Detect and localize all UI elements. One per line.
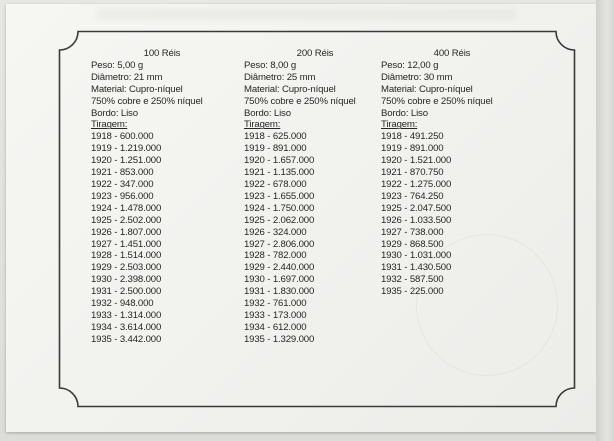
tiragem-row: 1931 - 1.830.000 (244, 286, 315, 298)
tiragem-row: 1920 - 1.657.000 (244, 155, 315, 167)
tiragem-row: 1918 - 600.000 (91, 131, 154, 143)
composicao-text: 750% cobre e 250% níquel (244, 95, 356, 107)
diametro-text: Diâmetro: 25 mm (244, 71, 316, 83)
tiragem-row: 1921 - 1.135.000 (244, 167, 315, 179)
tiragem-row: 1919 - 1.219.000 (91, 143, 162, 155)
column-200-reis (244, 48, 384, 346)
tiragem-row: 1935 - 1.329.000 (244, 333, 315, 345)
tiragem-label: Tiragem: (91, 119, 128, 131)
composicao-text: 750% cobre e 250% níquel (381, 95, 493, 107)
tiragem-row: 1928 - 782.000 (244, 250, 307, 262)
material-text: Material: Cupro-níquel (91, 83, 183, 95)
tiragem-row: 1923 - 1.655.000 (244, 190, 315, 202)
material-text: Material: Cupro-níquel (244, 83, 336, 95)
tiragem-row: 1934 - 3.614.000 (91, 321, 162, 333)
tiragem-row: 1918 - 491.250 (381, 131, 444, 143)
tiragem-row: 1918 - 625.000 (244, 131, 307, 143)
tiragem-row: 1927 - 738.000 (381, 226, 444, 238)
tiragem-row: 1935 - 3.442.000 (91, 333, 162, 345)
tiragem-row: 1919 - 891.000 (381, 143, 444, 155)
tiragem-row: 1932 - 761.000 (244, 298, 307, 310)
tiragem-row: 1932 - 587.500 (381, 274, 444, 286)
bordo-text: Bordo: Liso (244, 107, 291, 119)
tiragem-row: 1930 - 2.398.000 (91, 274, 162, 286)
diametro-text: Diâmetro: 21 mm (91, 71, 163, 83)
tiragem-row: 1929 - 868.500 (381, 238, 444, 250)
tiragem-row: 1923 - 956.000 (91, 190, 154, 202)
tiragem-row: 1924 - 1.478.000 (91, 202, 162, 214)
tiragem-row: 1930 - 1.031.000 (381, 250, 452, 262)
composicao-text: 750% cobre e 250% níquel (91, 95, 203, 107)
tiragem-row: 1921 - 870.750 (381, 167, 444, 179)
bordo-text: Bordo: Liso (381, 107, 428, 119)
tiragem-row: 1933 - 173.000 (244, 309, 307, 321)
tiragem-row: 1925 - 2.502.000 (91, 214, 162, 226)
info-card (6, 4, 596, 432)
tiragem-row: 1922 - 1.275.000 (381, 178, 452, 190)
tiragem-row: 1924 - 1.750.000 (244, 202, 315, 214)
peso-text: Peso: 5,00 g (91, 59, 144, 71)
material-text: Material: Cupro-níquel (381, 83, 473, 95)
tiragem-row: 1922 - 678.000 (244, 178, 307, 190)
tiragem-row: 1929 - 2.440.000 (244, 262, 315, 274)
tiragem-row: 1927 - 2.806.000 (244, 238, 315, 250)
tiragem-row: 1933 - 1.314.000 (91, 309, 162, 321)
tiragem-row: 1923 - 764.250 (381, 190, 444, 202)
tiragem-row: 1922 - 347.000 (91, 178, 154, 190)
column-title: 100 Réis (143, 48, 181, 59)
column-title: 200 Réis (296, 48, 334, 59)
tiragem-row: 1935 - 225.000 (381, 286, 444, 298)
column-title: 400 Réis (433, 48, 471, 59)
tiragem-row: 1931 - 2.500.000 (91, 286, 162, 298)
card-smudge (96, 8, 516, 20)
tiragem-row: 1920 - 1.521.000 (381, 155, 452, 167)
peso-text: Peso: 8,00 g (244, 59, 297, 71)
tiragem-row: 1925 - 2.047.500 (381, 202, 452, 214)
tiragem-row: 1927 - 1.451.000 (91, 238, 162, 250)
column-100-reis (91, 48, 231, 346)
tiragem-row: 1919 - 891.000 (244, 143, 307, 155)
tiragem-row: 1921 - 853.000 (91, 167, 154, 179)
tiragem-row: 1926 - 1.033.500 (381, 214, 452, 226)
tiragem-row: 1932 - 948.000 (91, 298, 154, 310)
tiragem-row: 1931 - 1.430.500 (381, 262, 452, 274)
column-400-reis (381, 48, 521, 298)
tiragem-row: 1928 - 1.514.000 (91, 250, 162, 262)
peso-text: Peso: 12,00 g (381, 59, 439, 71)
tiragem-row: 1929 - 2.503.000 (91, 262, 162, 274)
tiragem-label: Tiragem: (244, 119, 281, 131)
card-edge-shadow (596, 0, 614, 441)
tiragem-row: 1926 - 324.000 (244, 226, 307, 238)
ornamental-frame (58, 30, 576, 408)
tiragem-row: 1926 - 1.807.000 (91, 226, 162, 238)
tiragem-row: 1930 - 1.697.000 (244, 274, 315, 286)
tiragem-row: 1925 - 2.062.000 (244, 214, 315, 226)
tiragem-row: 1920 - 1.251.000 (91, 155, 162, 167)
diametro-text: Diâmetro: 30 mm (381, 71, 453, 83)
tiragem-row: 1934 - 612.000 (244, 321, 307, 333)
bordo-text: Bordo: Liso (91, 107, 138, 119)
tiragem-label: Tiragem: (381, 119, 418, 131)
